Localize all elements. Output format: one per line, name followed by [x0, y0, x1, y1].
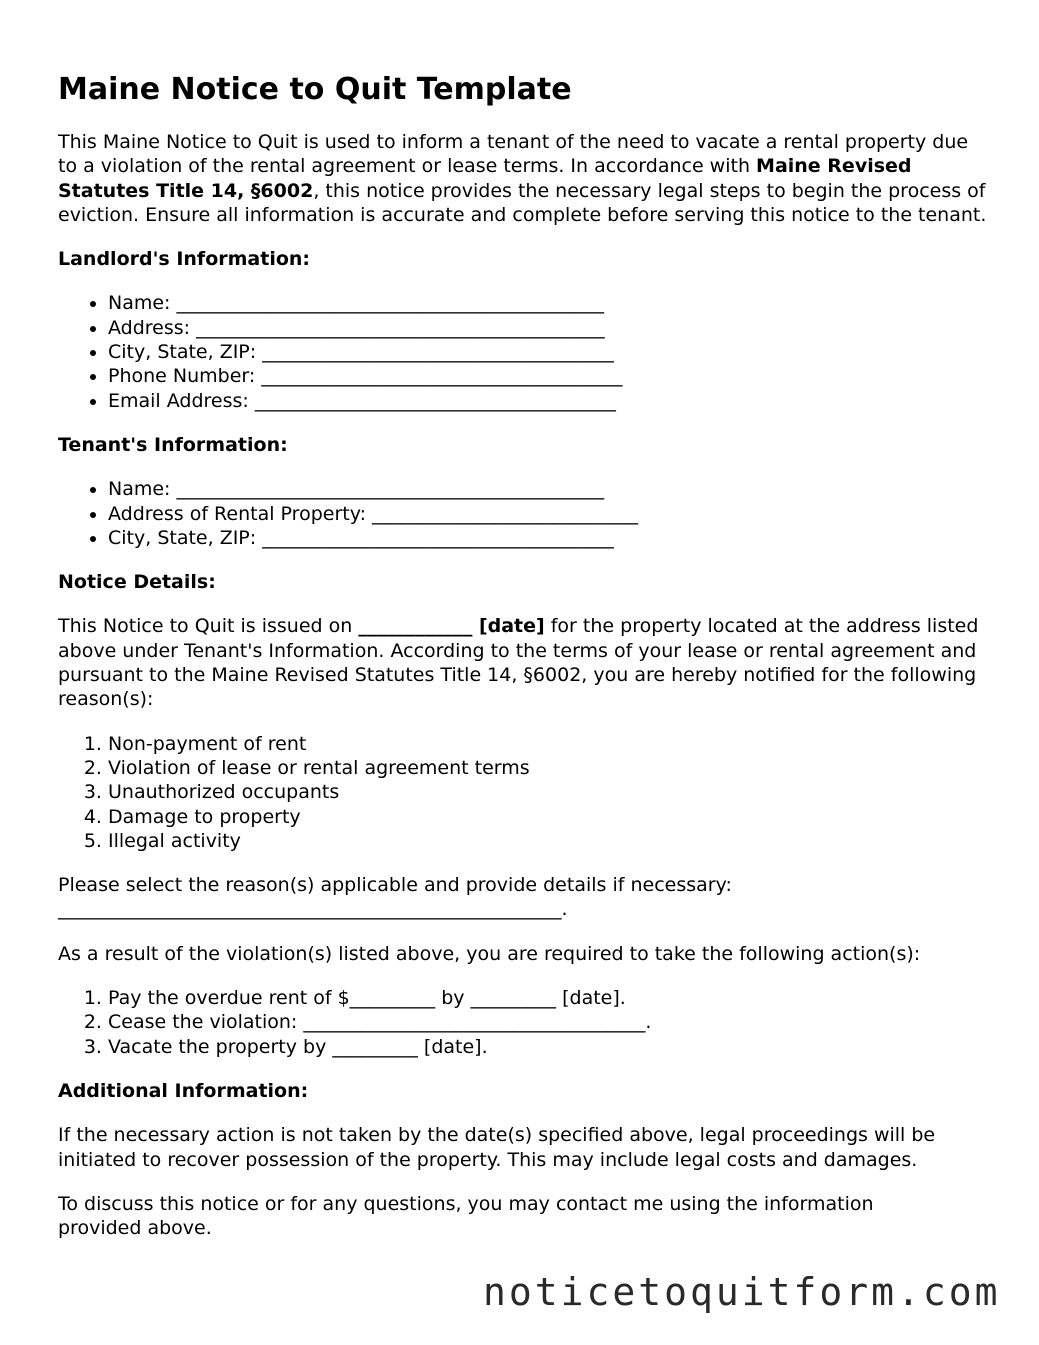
watermark-text: noticetoquitform.com — [483, 1270, 1001, 1314]
landlord-email-field: • Email Address: ______________________________________ — [108, 389, 993, 413]
reason-item: 5. Illegal activity — [108, 829, 993, 853]
tenant-heading: Tenant's Information: — [58, 433, 288, 456]
intro-text-start: This Maine Notice to Quit is used to inform a tenant of the need to vacate a rental property due to a violation of the rental agreement or lease terms. In accordance with — [58, 131, 969, 178]
intro-text-end: , this notice provides the necessary legal steps to begin the process of eviction. Ensure all information is accurate and complete before serving this notice to the tenant. — [58, 179, 987, 226]
additional-info-heading: Additional Information: — [58, 1079, 309, 1102]
actions-list — [58, 986, 993, 1059]
select-reasons-text: Please select the reason(s) applicable and provide details if necessary: — [58, 874, 732, 897]
landlord-info-list — [58, 291, 993, 412]
tenant-info-list — [58, 477, 993, 550]
tenant-city-state-zip-field: • City, State, ZIP: _____________________________________ — [108, 526, 993, 550]
notice-date-blank: ____________ [date] — [358, 615, 545, 638]
tenant-rental-address-field: • Address of Rental Property: ____________________________ — [108, 502, 993, 526]
action-item: 2. Cease the violation: ____________________________________. — [108, 1010, 993, 1034]
reason-item: 1. Non-payment of rent — [108, 732, 993, 756]
reason-item: 3. Unauthorized occupants — [108, 780, 993, 804]
landlord-phone-field: • Phone Number: ______________________________________ — [108, 364, 993, 388]
contact-paragraph: To discuss this notice or for any questions, you may contact me using the information provided above. — [58, 1192, 874, 1240]
reason-item: 2. Violation of lease or rental agreement terms — [108, 756, 993, 780]
action-item: 3. Vacate the property by _________ [date]. — [108, 1035, 993, 1059]
notice-details-paragraph — [58, 614, 993, 711]
notice-text-end: for the property located at the address listed above under Tenant's Information. According to the terms of your lease or rental agreement and pursuant to the Maine Revised Statutes Title 14, §6002, you are hereby notified for the following reason(s): — [58, 615, 979, 711]
select-reasons-paragraph — [58, 873, 993, 922]
intro-paragraph — [58, 130, 993, 227]
action-item: 1. Pay the overdue rent of $_________ by _________ [date]. — [108, 986, 993, 1010]
reasons-list — [58, 732, 993, 853]
landlord-city-state-zip-field: • City, State, ZIP: _____________________________________ — [108, 340, 993, 364]
reason-item: 4. Damage to property — [108, 805, 993, 829]
additional-info-paragraph: If the necessary action is not taken by the date(s) specified above, legal proceedings will be initiated to recover possession of the property. This may include legal costs and damages. — [58, 1124, 936, 1171]
select-reasons-blank: _____________________________________________________. — [58, 898, 568, 921]
tenant-name-field: • Name: _____________________________________________ — [108, 477, 993, 501]
statute-reference: Maine Revised Statutes Title 14, §6002 — [58, 155, 912, 202]
actions-intro: As a result of the violation(s) listed above, you are required to take the following action(s): — [58, 942, 921, 965]
landlord-address-field: • Address: ___________________________________________ — [108, 316, 993, 340]
notice-text-start: This Notice to Quit is issued on — [58, 615, 359, 638]
landlord-name-field: • Name: _____________________________________________ — [108, 291, 993, 315]
landlord-heading: Landlord's Information: — [58, 248, 311, 271]
document-page — [58, 70, 993, 1260]
notice-details-heading: Notice Details: — [58, 571, 216, 594]
page-title: Maine Notice to Quit Template — [58, 72, 572, 107]
